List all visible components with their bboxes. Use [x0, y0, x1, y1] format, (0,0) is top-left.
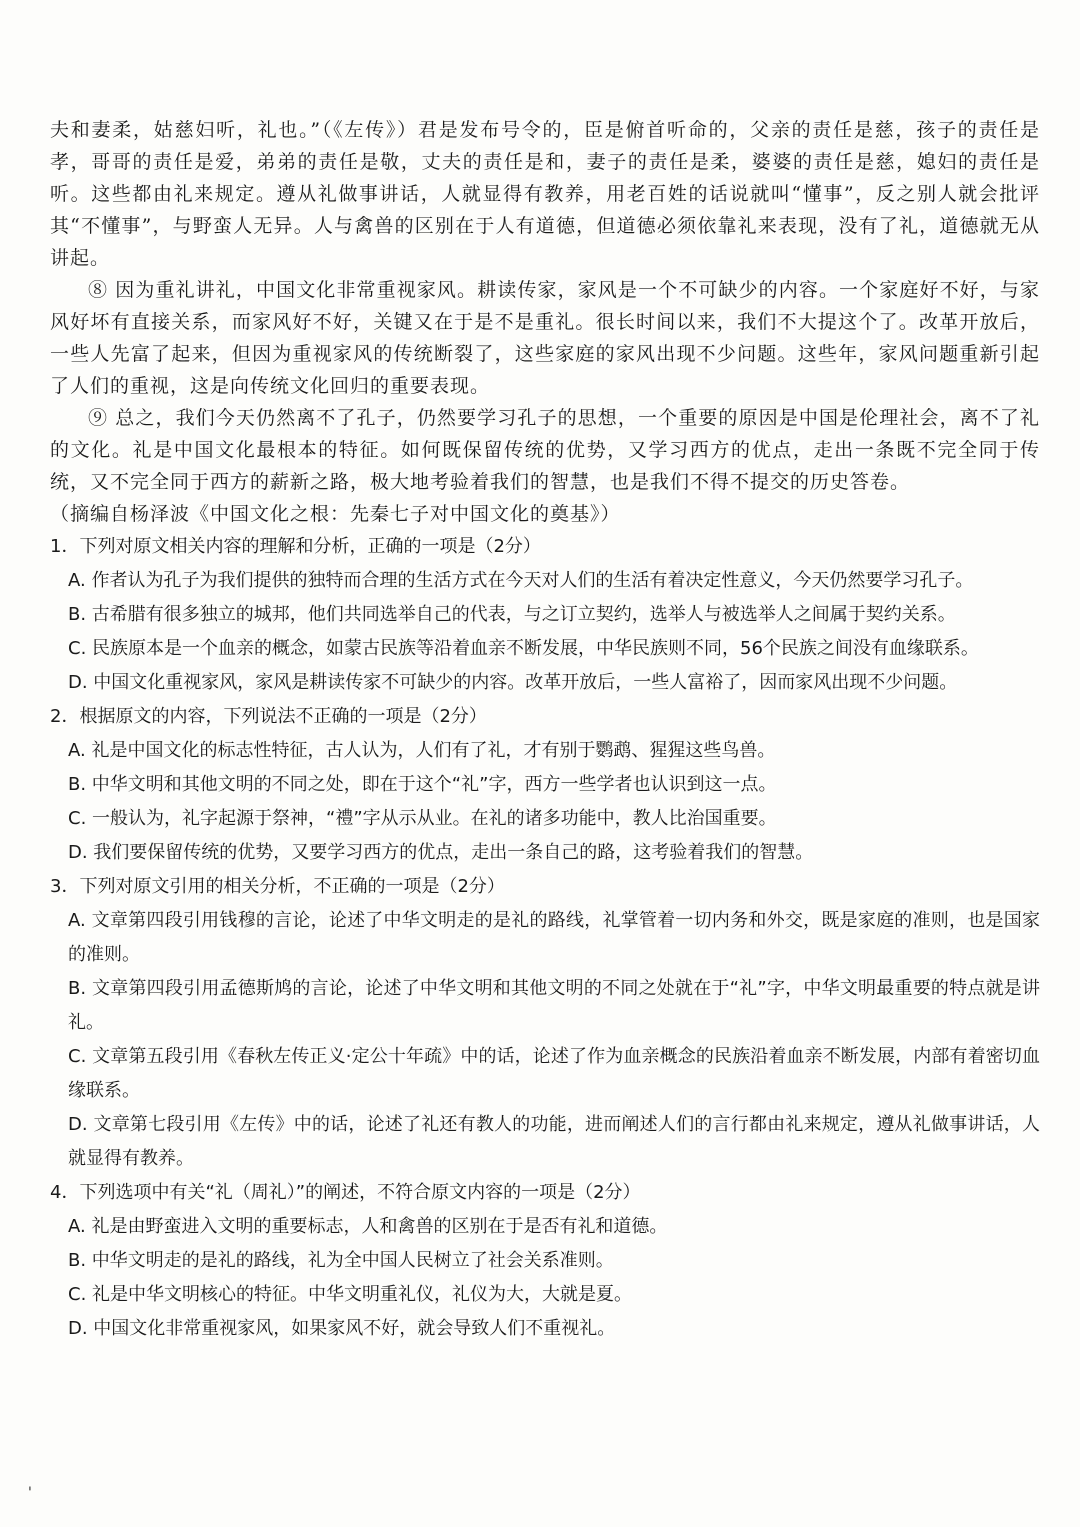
reading-passage: [50, 114, 1040, 530]
option-d: D. 我们要保留传统的优势，又要学习西方的优点，走出一条自己的路，这考验着我们的智慧。: [68, 842, 814, 863]
passage-paragraph-continued: 夫和妻柔，姑慈妇听，礼也。”（《左传》）君是发布号令的，臣是俯首听命的，父亲的责任是慈，孩子的责任是孝，哥哥的责任是爱，弟弟的责任是敬，丈夫的责任是和，妻子的责任是柔，婆婆的责任是慈，媳妇的责任是听。这些都由礼来规定。遵从礼做事讲话，人就显得有教养，用老百姓的话说就叫“懂事”，反之别人就会批评其“不懂事”，与野蛮人无异。人与禽兽的区别在于人有道德，但道德必须依靠礼来表现，没有了礼，道德就无从讲起。: [50, 119, 1040, 269]
option-b: B. 中华文明走的是礼的路线，礼为全中国人民树立了社会关系准则。: [68, 1250, 614, 1271]
option-b: B. 文章第四段引用孟德斯鸠的言论，论述了中华文明和其他文明的不同之处就在于“礼”字，中华文明最重要的特点就是讲礼。: [68, 978, 1040, 1033]
option-b: B. 古希腊有很多独立的城邦，他们共同选举自己的代表，与之订立契约，选举人与被选举人之间属于契约关系。: [68, 604, 956, 625]
page-mark: ': [28, 1485, 32, 1501]
option-c: C. 一般认为，礼字起源于祭神，“禮”字从示从业。在礼的诸多功能中，教人比治国重要。: [68, 808, 777, 829]
question-stem: 2．根据原文的内容，下列说法不正确的一项是（2分）: [50, 706, 487, 727]
option-a: A. 文章第四段引用钱穆的言论，论述了中华文明走的是礼的路线，礼掌管着一切内务和外交，既是家庭的准则，也是国家的准则。: [68, 910, 1040, 965]
passage-paragraph-8: ⑧ 因为重礼讲礼，中国文化非常重视家风。耕读传家，家风是一个不可缺少的内容。一个家庭好不好，与家风好坏有直接关系，而家风好不好，关键又在于是不是重礼。很长时间以来，我们不大提这个了。改革开放后，一些人先富了起来，但因为重视家风的传统断裂了，这些家庭的家风出现不少问题。这些年，家风问题重新引起了人们的重视，这是向传统文化回归的重要表现。: [50, 279, 1040, 397]
question-list: [50, 530, 1040, 1346]
question-2: [50, 700, 1040, 870]
question-stem: 4．下列选项中有关“礼（周礼）”的阐述，不符合原文内容的一项是（2分）: [50, 1182, 641, 1203]
option-b: B. 中华文明和其他文明的不同之处，即在于这个“礼”字，西方一些学者也认识到这一点。: [68, 774, 777, 795]
option-a: A. 作者认为孔子为我们提供的独特而合理的生活方式在今天对人们的生活有着决定性意义，今天仍然要学习孔子。: [68, 570, 974, 591]
passage-paragraph-9: ⑨ 总之，我们今天仍然离不了孔子，仍然要学习孔子的思想，一个重要的原因是中国是伦理社会，离不了礼的文化。礼是中国文化最根本的特征。如何既保留传统的优势，又学习西方的优点，走出一条既不完全同于传统，又不完全同于西方的薪新之路，极大地考验着我们的智慧，也是我们不得不提交的历史答卷。: [50, 407, 1040, 493]
question-3: [50, 870, 1040, 1176]
question-4: [50, 1176, 1040, 1346]
option-a: A. 礼是由野蛮进入文明的重要标志，人和禽兽的区别在于是否有礼和道德。: [68, 1216, 668, 1237]
option-d: D. 文章第七段引用《左传》中的话，论述了礼还有教人的功能，进而阐述人们的言行都由礼来规定，遵从礼做事讲话，人就显得有教养。: [68, 1114, 1040, 1169]
option-a: A. 礼是中国文化的标志性特征，古人认为，人们有了礼，才有别于鹦鹉、猩猩这些鸟兽。: [68, 740, 776, 761]
option-c: C. 文章第五段引用《春秋左传正义·定公十年疏》中的话，论述了作为血亲概念的民族沿着血亲不断发展，内部有着密切血缘联系。: [68, 1046, 1040, 1101]
question-1: [50, 530, 1040, 700]
option-d: D. 中国文化非常重视家风，如果家风不好，就会导致人们不重视礼。: [68, 1318, 616, 1339]
passage-source: （摘编自杨泽波《中国文化之根：先秦七子对中国文化的奠基》）: [50, 503, 621, 525]
option-c: C. 民族原本是一个血亲的概念，如蒙古民族等沿着血亲不断发展，中华民族则不同，56个民族之间没有血缘联系。: [68, 638, 979, 659]
option-c: C. 礼是中华文明核心的特征。中华文明重礼仪，礼仪为大，大就是夏。: [68, 1284, 633, 1305]
question-stem: 3．下列对原文引用的相关分析，不正确的一项是（2分）: [50, 876, 505, 897]
question-stem: 1．下列对原文相关内容的理解和分析，正确的一项是（2分）: [50, 536, 541, 557]
option-d: D. 中国文化重视家风，家风是耕读传家不可缺少的内容。改革开放后，一些人富裕了，因而家风出现不少问题。: [68, 672, 958, 693]
exam-page: [50, 114, 1040, 1346]
